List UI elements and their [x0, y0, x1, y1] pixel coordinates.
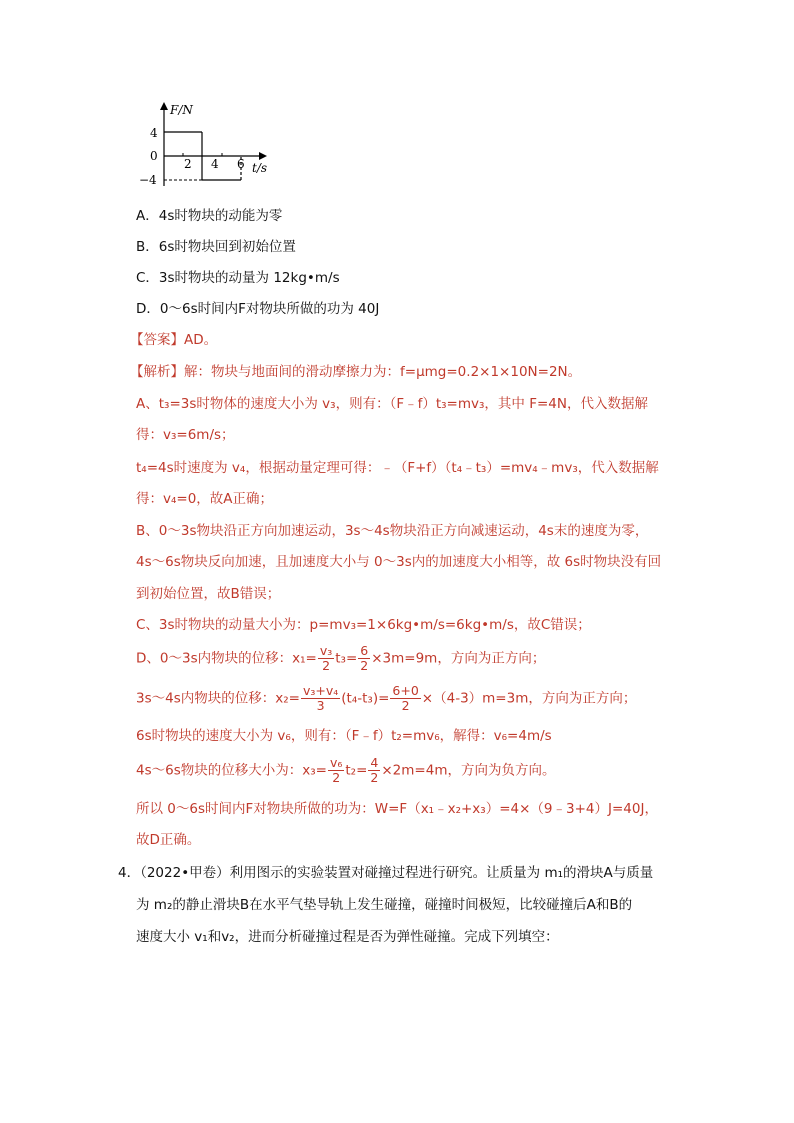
analysis-line-10 [136, 644, 545, 673]
fraction-6-over-2: $\frac{6}{2}$ [360, 643, 369, 673]
answer-line [130, 330, 217, 350]
analysis-line-4: t₄=4s时速度为 v₄，根据动量定理可得：﹣（F+f）（t₄﹣t₃）=mv₄﹣mv₃，代入数据解 [136, 460, 659, 476]
formula-x1-prefix: D、0～3s内物块的位移：x₁= [136, 650, 317, 667]
x-axis-label: t/s [252, 161, 268, 175]
fraction-4-over-2: $\frac{4}{2}$ [370, 755, 379, 785]
analysis-line-12: 6s时物块的速度大小为 v₆，则有：（F﹣f）t₂=mv₆，解得：v₆=4m/s [136, 728, 552, 744]
analysis-tag: 【解析】 [130, 364, 184, 380]
option-c: C．3s时物块的动量为 12kg•m/s [136, 270, 340, 286]
question-4-line-2: 为 m₂的静止滑块B在水平气垫导轨上发生碰撞，碰撞时间极短，比较碰撞后A和B的 [136, 897, 633, 913]
option-b: B．6s时物块回到初始位置 [136, 239, 296, 255]
analysis-line-11 [136, 684, 636, 713]
formula-x1-mid: t₃= [335, 650, 358, 667]
question-4-line-1: 4．（2022•甲卷）利用图示的实验装置对碰撞过程进行研究。让质量为 m₁的滑块A与质量 [118, 865, 654, 881]
analysis-line-1 [130, 362, 581, 382]
x-tick-2: 2 [184, 157, 192, 171]
analysis-line-2: A、t₃=3s时物体的速度大小为 v₃，则有：（F﹣f）t₃=mv₃，其中 F=4N，代入数据解 [136, 396, 648, 412]
formula-x2-mid: (t₄-t₃)= [341, 690, 390, 707]
analysis-line-8: 到初始位置，故B错误； [136, 586, 281, 602]
formula-x2-suffix: ×（4-3）m=3m，方向为正方向； [421, 690, 637, 707]
force-time-graph [136, 100, 286, 192]
formula-x1-suffix: ×3m=9m，方向为正方向； [371, 650, 546, 667]
fraction-v3-over-2: $\frac{\text{v₃}}{2}$ [319, 643, 333, 673]
answer-tag: 【答案】 [130, 332, 184, 348]
y-tick-4: 4 [150, 126, 158, 140]
analysis-line-6: B、0～3s物块沿正方向加速运动，3s～4s物块沿正方向减速运动，4s末的速度为零， [136, 523, 649, 539]
formula-x3-suffix: ×2m=4m，方向为负方向。 [381, 762, 556, 779]
question-4-line-3: 速度大小 v₁和v₂，进而分析碰撞过程是否为弹性碰撞。完成下列填空： [136, 929, 559, 945]
y-axis-label: F/N [170, 103, 193, 117]
analysis-line-14: 所以 0～6s时间内F对物块所做的功为：W=F（x₁﹣x₂+x₃）=4×（9﹣3+4）J=40J， [136, 801, 658, 817]
answer-value: AD。 [184, 332, 218, 348]
analysis-line-13 [136, 756, 555, 785]
analysis-text: 解：物块与地面间的滑动摩擦力为：f=μmg=0.2×1×10N=2N。 [184, 364, 582, 380]
formula-x3-mid: t₂= [345, 762, 368, 779]
formula-x3-prefix: 4s～6s物块的位移大小为：x₃= [136, 762, 327, 779]
analysis-line-15: 故D正确。 [136, 832, 201, 848]
fraction-6plus0-over-2: $\frac{6+0}{2}$ [392, 683, 419, 713]
x-tick-6: 6 [237, 157, 245, 171]
analysis-line-5: 得：v₄=0，故A正确； [136, 491, 274, 507]
analysis-line-3: 得：v₃=6m/s； [136, 427, 235, 443]
x-tick-4: 4 [211, 157, 219, 171]
y-tick-neg4: −4 [139, 173, 157, 187]
y-tick-0: 0 [150, 149, 158, 163]
analysis-line-9: C、3s时物块的动量大小为：p=mv₃=1×6kg•m/s=6kg•m/s，故C错误； [136, 617, 591, 633]
option-d: D．0～6s时间内F对物块所做的功为 40J [136, 301, 380, 317]
option-a: A．4s时物块的动能为零 [136, 208, 283, 224]
formula-x2-prefix: 3s～4s内物块的位移：x₂= [136, 690, 300, 707]
fraction-v6-over-2: $\frac{\text{v₆}}{2}$ [329, 755, 343, 785]
analysis-line-7: 4s～6s物块反向加速，且加速度大小与 0～3s内的加速度大小相等，故 6s时物块没有回 [136, 554, 662, 570]
fraction-v3v4-over-3: $\frac{\text{v₃+v₄}}{3}$ [302, 683, 339, 713]
